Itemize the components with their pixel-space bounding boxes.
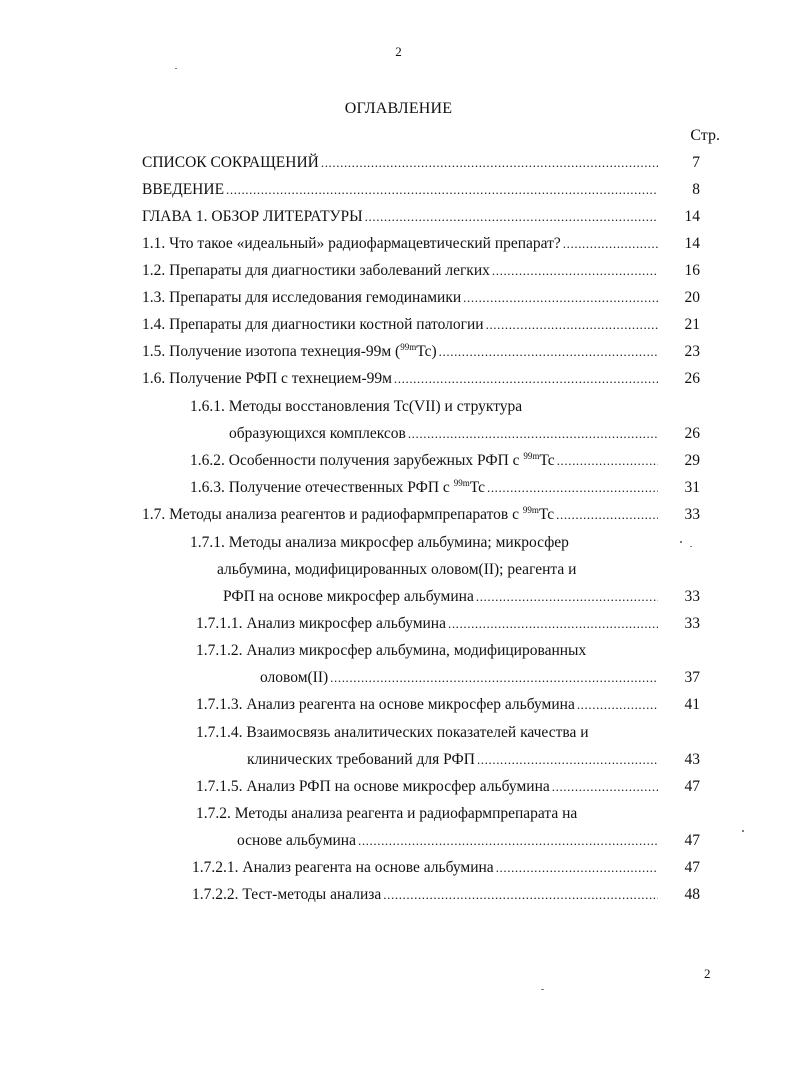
toc-entry: 1.7.1.4. Взаимосвязь аналитических показателей качества и [196, 724, 589, 741]
toc-entry: 1.5. Получение изотопа технеция-99м ($^{99m}$Tc) ..... [142, 341, 660, 363]
toc-page-number: 26 [684, 370, 700, 387]
toc-page-number: 33 [684, 506, 700, 523]
toc-page-number: 43 [684, 751, 700, 768]
toc-entry: 1.6.2. Особенности получения зарубежных РФП с $^{99m}$Tc ..... [190, 450, 660, 472]
page-column-header: Стр. [690, 127, 720, 144]
page-number-top: 2 [395, 44, 402, 59]
toc-title: ОГЛАВЛЕНИЕ [344, 100, 453, 117]
toc-entry: ВВЕДЕНИЕ ..... [142, 179, 660, 201]
toc-entry: 1.7.2.1. Анализ реагента на основе альбумина ..... [192, 857, 660, 879]
toc-page-number: 31 [684, 479, 700, 496]
toc-entry: образующихся комплексов ..... [229, 423, 660, 445]
toc-page-number: 26 [684, 425, 700, 442]
toc-entry: клинических требований для РФП ..... [247, 749, 660, 771]
toc-page-number: 48 [684, 886, 700, 903]
toc-page-number: 20 [684, 289, 700, 306]
toc-entry: 1.6.1. Методы восстановления Tc(VII) и структура [190, 398, 523, 415]
toc-page-number: 14 [684, 235, 700, 252]
toc-entry: 1.3. Препараты для исследования гемодинамики ..... [142, 287, 660, 309]
toc-entry: 1.7.1. Методы анализа микросфер альбумина; микросфер [190, 534, 569, 551]
toc-entry: РФП на основе микросфер альбумина ..... [223, 586, 660, 608]
toc-entry: 1.6. Получение РФП с технецием-99м ..... [142, 368, 660, 390]
toc-page-number: 29 [684, 452, 700, 469]
toc-page-number: 41 [684, 696, 700, 713]
toc-entry: 1.7.2. Методы анализа реагента и радиофармпрепарата на [196, 805, 578, 822]
toc-entry: 1.7. Методы анализа реагентов и радиофармпрепаратов с $^{99m}$Tc ..... [142, 504, 660, 526]
toc-entry: основе альбумина ..... [237, 830, 660, 852]
toc-page-number: 47 [684, 859, 700, 876]
scan-speck [541, 989, 544, 990]
toc-entry: 1.7.1.3. Анализ реагента на основе микросфер альбумина ..... [196, 694, 660, 716]
page-number-bottom: 2 [704, 966, 711, 981]
toc-entry: 1.7.1.1. Анализ микросфер альбумина ..... [196, 613, 660, 635]
toc-entry: 1.1. Что такое «идеальный» радиофармацевтический препарат? ..... [142, 233, 660, 255]
toc-entry: 1.7.1.2. Анализ микросфер альбумина, модифицированных [196, 642, 587, 659]
toc-page-number: 33 [684, 615, 700, 632]
toc-page-number: 47 [684, 778, 700, 795]
toc-entry: альбумина, модифицированных оловом(II); реагента и [217, 561, 577, 578]
toc-entry: 1.7.2.2. Тест-методы анализа ..... [192, 884, 660, 906]
toc-page-number: 16 [684, 262, 700, 279]
toc-entry: 1.2. Препараты для диагностики заболеваний легких ..... [142, 260, 660, 282]
scan-speck [175, 68, 177, 69]
toc-page-number: 8 [692, 181, 700, 198]
scan-speck [742, 830, 744, 832]
toc-page-number: 37 [684, 669, 700, 686]
toc-page-number: 23 [684, 343, 700, 360]
toc-entry: СПИСОК СОКРАЩЕНИЙ ..... [142, 152, 660, 174]
toc-entry: 1.4. Препараты для диагностики костной патологии ..... [142, 314, 660, 336]
toc-page-number: 47 [684, 832, 700, 849]
scan-speck [690, 546, 692, 547]
toc-page-number: 21 [684, 316, 700, 333]
toc-page-number: 33 [684, 588, 700, 605]
toc-page-number: 7 [692, 154, 700, 171]
toc-entry: ГЛАВА 1. ОБЗОР ЛИТЕРАТУРЫ ..... [142, 206, 660, 228]
toc-entry: 1.6.3. Получение отечественных РФП с $^{99m}$Tc ..... [190, 477, 660, 499]
scan-speck [680, 541, 682, 543]
toc-entry: 1.7.1.5. Анализ РФП на основе микросфер альбумина ..... [196, 776, 660, 798]
toc-entry: оловом(II) ..... [260, 667, 660, 689]
toc-page-number: 14 [684, 208, 700, 225]
